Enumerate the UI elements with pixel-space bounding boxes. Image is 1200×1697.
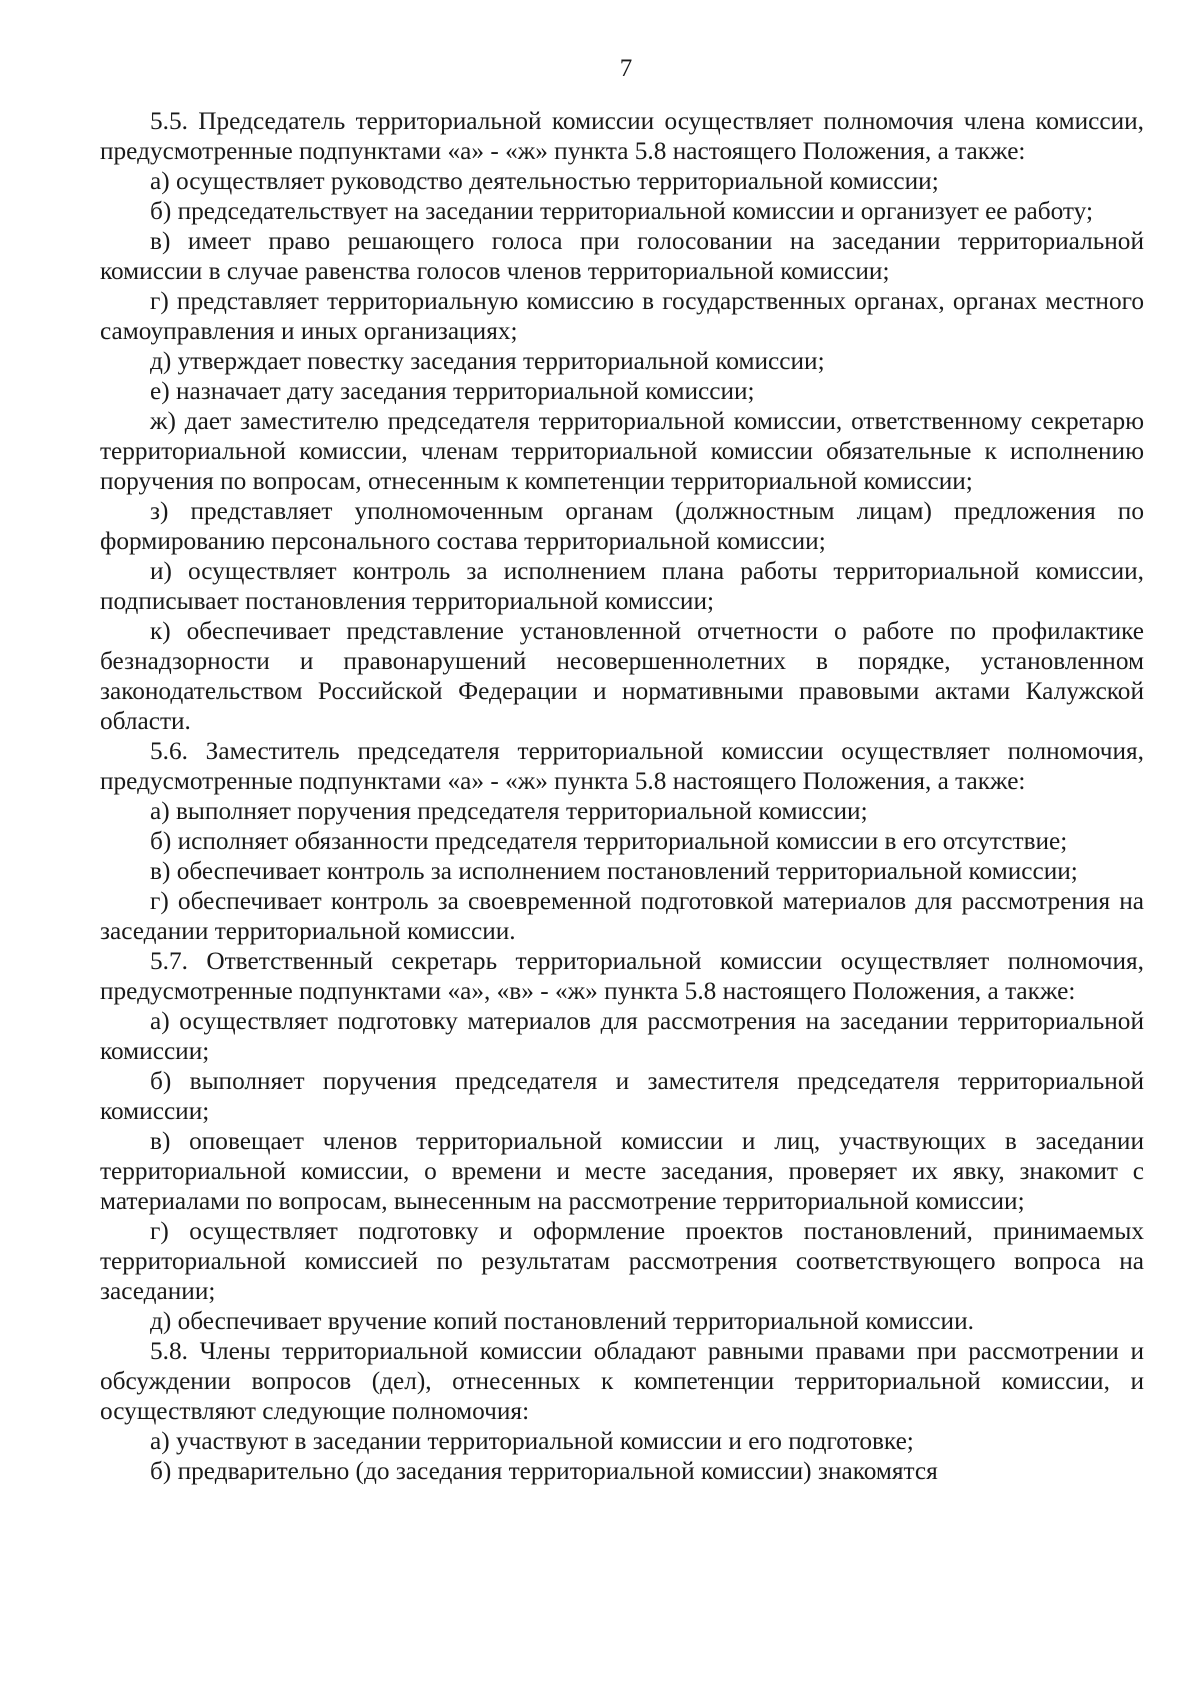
paragraph: а) осуществляет руководство деятельностью территориальной комиссии; <box>150 167 939 195</box>
paragraph: к) обеспечивает представление установленной отчетности о работе по профилактике безнадзорности и правонарушений несовершеннолетних в порядке, установленном законодательством Российской Федерации и нормативными правовыми актами Калужской области. <box>100 617 1144 735</box>
paragraph: и) осуществляет контроль за исполнением плана работы территориальной комиссии, подписывает постановления территориальной комиссии; <box>100 557 1144 615</box>
paragraph: б) исполняет обязанности председателя территориальной комиссии в его отсутствие; <box>150 827 1068 855</box>
paragraph: ж) дает заместителю председателя территориальной комиссии, ответственному секретарю территориальной комиссии, членам территориальной комиссии обязательные к исполнению поручения по вопросам, отнесенным к компетенции территориальной комиссии; <box>100 407 1144 495</box>
paragraph: д) обеспечивает вручение копий постановлений территориальной комиссии. <box>150 1307 974 1335</box>
paragraph: е) назначает дату заседания территориальной комиссии; <box>150 377 755 405</box>
paragraph: з) представляет уполномоченным органам (должностным лицам) предложения по формированию персонального состава территориальной комиссии; <box>100 497 1144 555</box>
paragraph: в) обеспечивает контроль за исполнением постановлений территориальной комиссии; <box>150 857 1078 885</box>
paragraph: б) председательствует на заседании территориальной комиссии и организует ее работу; <box>150 197 1093 225</box>
paragraph: 5.8. Члены территориальной комиссии обладают равными правами при рассмотрении и обсуждении вопросов (дел), отнесенных к компетенции территориальной комиссии, и осуществляют следующие полномочия: <box>100 1337 1144 1425</box>
paragraph: г) представляет территориальную комиссию в государственных органах, органах местного самоуправления и иных организациях; <box>100 287 1144 345</box>
paragraph: г) обеспечивает контроль за своевременной подготовкой материалов для рассмотрения на заседании территориальной комиссии. <box>100 887 1144 945</box>
paragraph: г) осуществляет подготовку и оформление проектов постановлений, принимаемых территориальной комиссией по результатам рассмотрения соответствующего вопроса на заседании; <box>100 1217 1144 1305</box>
paragraph: а) осуществляет подготовку материалов для рассмотрения на заседании территориальной комиссии; <box>100 1007 1144 1065</box>
paragraph: а) участвуют в заседании территориальной комиссии и его подготовке; <box>150 1427 914 1455</box>
paragraph: в) оповещает членов территориальной комиссии и лиц, участвующих в заседании территориальной комиссии, о времени и месте заседания, проверяет их явку, знакомит с материалами по вопросам, вынесенным на рассмотрение территориальной комиссии; <box>100 1127 1144 1215</box>
page-number: 7 <box>619 55 633 82</box>
paragraph: а) выполняет поручения председателя территориальной комиссии; <box>150 797 868 825</box>
paragraph: 5.5. Председатель территориальной комиссии осуществляет полномочия члена комиссии, предусмотренные подпунктами «а» - «ж» пункта 5.8 настоящего Положения, а также: <box>100 107 1144 165</box>
document-body <box>100 106 1144 1486</box>
paragraph: б) предварительно (до заседания территориальной комиссии) знакомятся <box>150 1457 938 1485</box>
paragraph: в) имеет право решающего голоса при голосовании на заседании территориальной комиссии в случае равенства голосов членов территориальной комиссии; <box>100 227 1144 285</box>
paragraph: д) утверждает повестку заседания территориальной комиссии; <box>150 347 825 375</box>
paragraph: б) выполняет поручения председателя и заместителя председателя территориальной комиссии; <box>100 1067 1144 1125</box>
paragraph: 5.6. Заместитель председателя территориальной комиссии осуществляет полномочия, предусмотренные подпунктами «а» - «ж» пункта 5.8 настоящего Положения, а также: <box>100 737 1144 795</box>
paragraph: 5.7. Ответственный секретарь территориальной комиссии осуществляет полномочия, предусмотренные подпунктами «а», «в» - «ж» пункта 5.8 настоящего Положения, а также: <box>100 947 1144 1005</box>
